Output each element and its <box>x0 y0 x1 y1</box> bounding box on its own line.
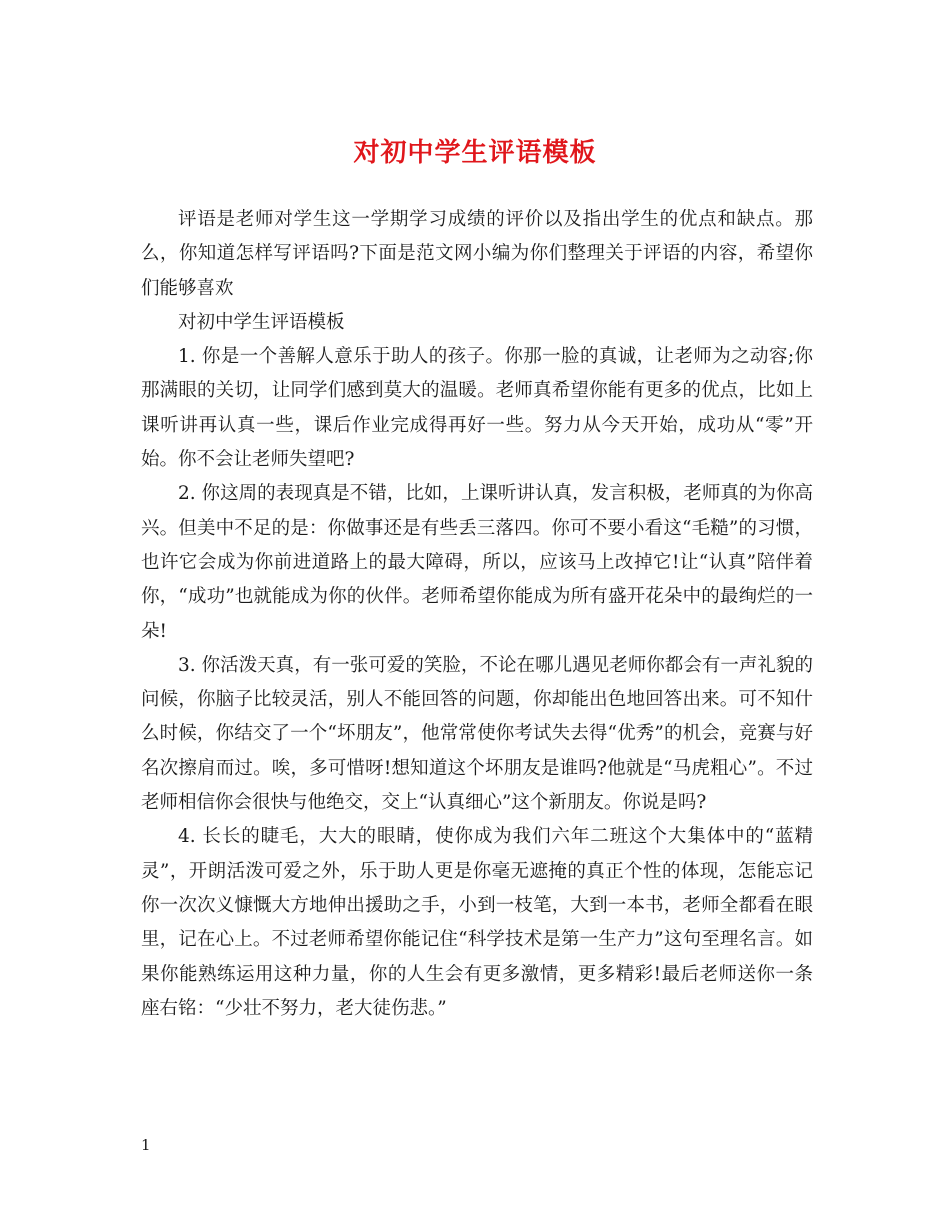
intro-paragraph: 评语是老师对学生这一学期学习成绩的评价以及指出学生的优点和缺点。那么，你知道怎样写评语吗?下面是范文网小编为你们整理关于评语的内容，希望你们能够喜欢 <box>141 209 813 299</box>
comment-paragraph-3: 3. 你活泼天真，有一张可爱的笑脸，不论在哪儿遇见老师你都会有一声礼貌的问候，你脑子比较灵活，别人不能回答的问题，你却能出色地回答出来。可不知什么时候，你结交了一个“坏朋友”，他常常使你考试失去得“优秀”的机会，竞赛与好名次擦肩而过。唉，多可惜呀!想知道这个坏朋友是谁吗?他就是“马虎粗心”。不过老师相信你会很快与他绝交，交上“认真细心”这个新朋友。你说是吗? <box>141 654 813 814</box>
comment-paragraph-1: 1. 你是一个善解人意乐于助人的孩子。你那一脸的真诚，让老师为之动容;你那满眼的关切，让同学们感到莫大的温暖。老师真希望你能有更多的优点，比如上课听讲再认真一些，课后作业完成得再好一些。努力从今天开始，成功从“零”开始。你不会让老师失望吧? <box>141 346 813 471</box>
document-body <box>141 203 813 1026</box>
document-title: 对初中学生评语模板 <box>353 138 597 168</box>
page-number: 1 <box>141 1136 151 1154</box>
comment-paragraph-2: 2. 你这周的表现真是不错，比如，上课听讲认真，发言积极，老师真的为你高兴。但美中不足的是：你做事还是有些丢三落四。你可不要小看这“毛糙”的习惯，也许它会成为你前进道路上的最大障碍，所以，应该马上改掉它!让“认真”陪伴着你，“成功”也就能成为你的伙伴。老师希望你能成为所有盛开花朵中的最绚烂的一朵! <box>141 483 813 642</box>
comment-paragraph-4: 4. 长长的睫毛，大大的眼睛，使你成为我们六年二班这个大集体中的“蓝精灵”，开朗活泼可爱之外，乐于助人更是你毫无遮掩的真正个性的体现，怎能忘记你一次次义慷慨大方地伸出援助之手，小到一枝笔，大到一本书，老师全都看在眼里，记在心上。不过老师希望你能记住“科学技术是第一生产力”这句至理名言。如果你能熟练运用这种力量，你的人生会有更多激情，更多精彩!最后老师送你一条座右铭：“少壮不努力，老大徒伤悲。” <box>141 826 814 1019</box>
section-heading: 对初中学生评语模板 <box>178 311 345 333</box>
